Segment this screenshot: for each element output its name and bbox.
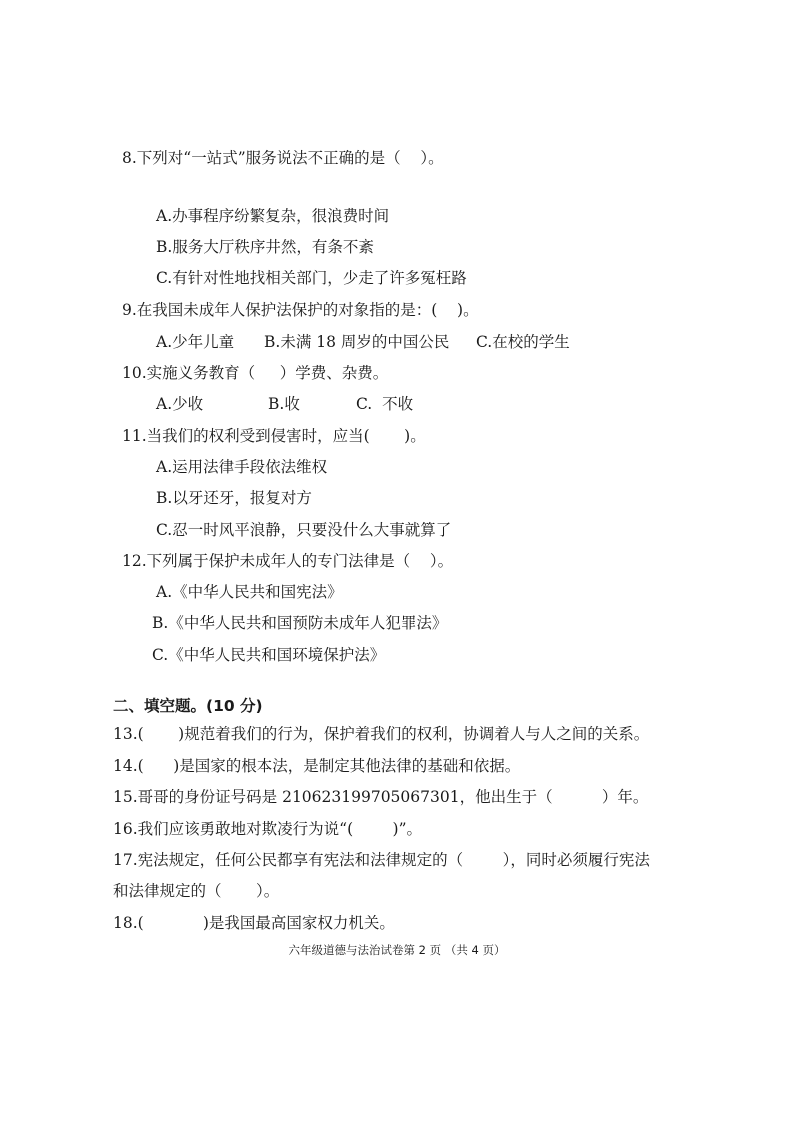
question-17-line-1: 17.宪法规定，任何公民都享有宪法和法律规定的（ ），同时必须履行宪法 xyxy=(113,851,650,869)
question-10-option-a: A.少收 xyxy=(156,395,204,413)
question-8-option-a: A.办事程序纷繁复杂，很浪费时间 xyxy=(156,207,390,225)
question-8-option-b: B.服务大厅秩序井然，有条不紊 xyxy=(156,238,374,256)
question-16: 16.我们应该勇敢地对欺凌行为说“( )”。 xyxy=(113,820,423,838)
question-8-stem: 8.下列对“一站式”服务说法不正确的是（ ）。 xyxy=(122,149,444,167)
question-9-option-c: C.在校的学生 xyxy=(476,333,570,351)
question-17-line-2: 和法律规定的（ ）。 xyxy=(113,882,280,900)
question-11-option-b: B.以牙还牙，报复对方 xyxy=(156,489,312,507)
question-12-option-b: B.《中华人民共和国预防未成年人犯罪法》 xyxy=(152,614,448,632)
question-10-option-b: B.收 xyxy=(268,395,300,413)
question-11-option-c: C.忍一时风平浪静，只要没什么大事就算了 xyxy=(156,521,452,539)
question-12-stem: 12.下列属于保护未成年人的专门法律是（ ）。 xyxy=(122,552,454,570)
question-9-stem: 9.在我国未成年人保护法保护的对象指的是：( )。 xyxy=(122,301,479,319)
question-13: 13.( )规范着我们的行为，保护着我们的权利，协调着人与人之间的关系。 xyxy=(113,725,650,743)
question-15: 15.哥哥的身份证号码是 210623199705067301，他出生于（ ）年。 xyxy=(113,788,649,806)
question-11-option-a: A.运用法律手段依法维权 xyxy=(156,458,328,476)
question-9-option-a: A.少年儿童 xyxy=(156,333,235,351)
question-10-stem: 10.实施义务教育（ ）学费、杂费。 xyxy=(122,364,389,382)
question-12-option-c: C.《中华人民共和国环境保护法》 xyxy=(152,646,386,664)
question-11-stem: 11.当我们的权利受到侵害时，应当( )。 xyxy=(122,427,426,445)
question-12-option-a: A.《中华人民共和国宪法》 xyxy=(156,583,343,601)
question-10-option-c: C. 不收 xyxy=(356,395,414,413)
page-footer: 六年级道德与法治试卷第 2 页 （共 4 页） xyxy=(288,943,506,957)
question-18: 18.( )是我国最高国家权力机关。 xyxy=(113,914,395,932)
question-9-option-b: B.未满 18 周岁的中国公民 xyxy=(264,333,450,351)
question-14: 14.( )是国家的根本法，是制定其他法律的基础和依据。 xyxy=(113,757,521,775)
section-2-heading: 二、填空题。(10 分) xyxy=(113,697,263,715)
question-8-option-c: C.有针对性地找相关部门，少走了许多冤枉路 xyxy=(156,269,467,287)
